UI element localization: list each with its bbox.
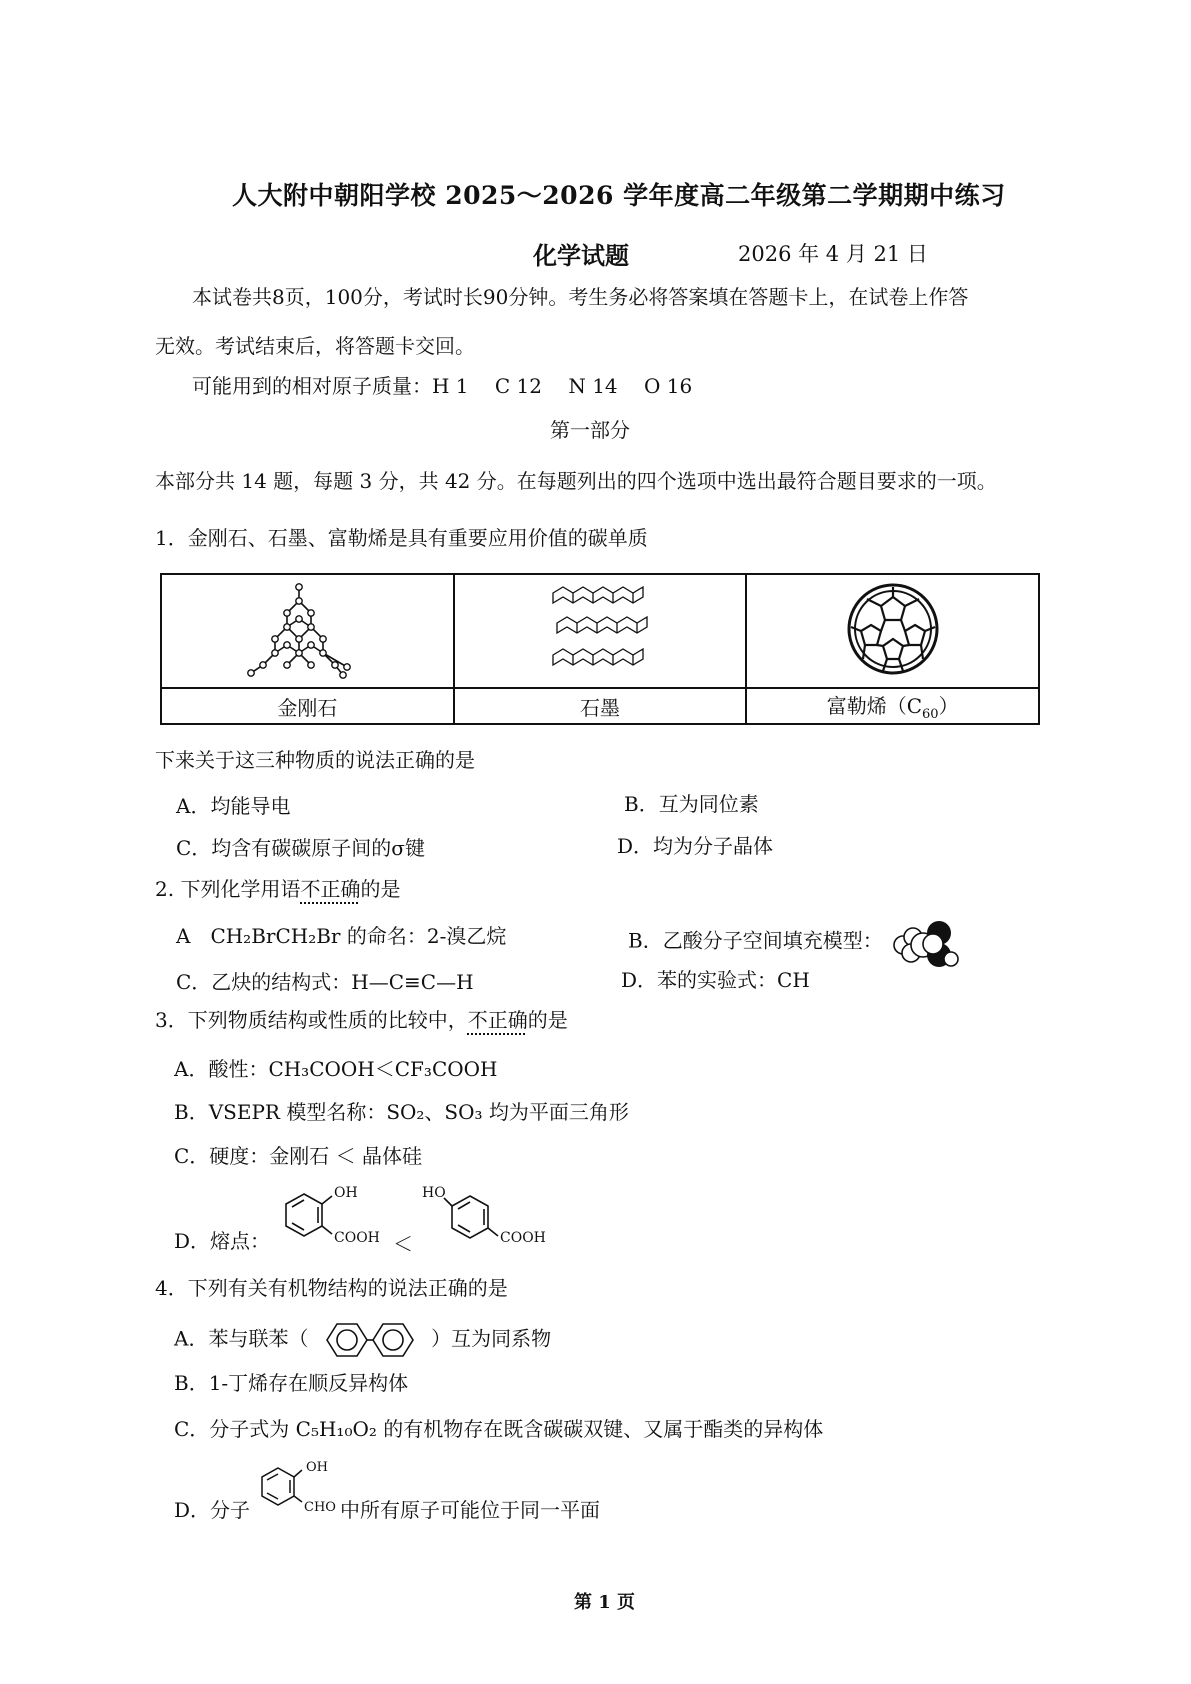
exam-subtitle: 化学试题 <box>533 241 629 270</box>
q4-option-d[interactable] <box>174 1494 250 1523</box>
q2-option-d[interactable]: D．苯的实验式：CH <box>621 968 810 992</box>
q3-stem <box>155 1004 568 1033</box>
diamond-cell <box>161 574 454 688</box>
q1-option-a[interactable]: A．均能导电 <box>176 794 291 818</box>
q3-d-right-cooh: COOH <box>500 1230 546 1246</box>
q1-stem: 1．金刚石、石墨、富勒烯是具有重要应用价值的碳单质 <box>155 526 648 550</box>
q2-stem-c: 的是 <box>360 877 401 901</box>
atomic-mass-line: 可能用到的相对原子质量：H 1 C 12 N 14 O 16 <box>192 374 693 398</box>
q3-stem-c: 的是 <box>527 1008 568 1032</box>
q4-stem: 4．下列有关有机物结构的说法正确的是 <box>155 1276 508 1300</box>
exam-title: 人大附中朝阳学校 2025～2026 学年度高二年级第二学期期中练习 <box>232 181 1006 210</box>
q2-option-c[interactable]: C．乙炔的结构式：H—C≡C—H <box>176 970 474 994</box>
q3-option-b[interactable]: B．VSEPR 模型名称：SO₂、SO₃ 均为平面三角形 <box>174 1100 629 1124</box>
q4-option-d-post: 中所有原子可能位于同一平面 <box>340 1498 600 1522</box>
q2-option-a[interactable]: A CH₂BrCH₂Br 的命名：2-溴乙烷 <box>176 924 507 948</box>
q2-stem-a: 2. 下列化学用语 <box>155 877 301 901</box>
q4-option-a[interactable] <box>174 1318 551 1362</box>
acetic-acid-space-filling-icon <box>889 915 965 969</box>
q4-option-b[interactable]: B．1-丁烯存在顺反异构体 <box>174 1371 409 1395</box>
instructions-line1: 本试卷共8页，100分，考试时长90分钟。考生务必将答案填在答题卡上，在试卷上作答 <box>192 285 969 309</box>
q3-stem-emphasis: 不正确 <box>467 1008 528 1032</box>
fullerene-cell <box>746 574 1039 688</box>
q3-d-less-than: ＜ <box>393 1232 413 1256</box>
fullerene-label-close: ） <box>938 694 959 718</box>
q2-stem-emphasis: 不正确 <box>300 877 361 901</box>
carbon-allotrope-table <box>160 573 1040 725</box>
q4-option-c[interactable]: C．分子式为 C₅H₁₀O₂ 的有机物存在既含碳碳双键、又属于酯类的异构体 <box>174 1417 824 1441</box>
q4-option-d-pre: D．分子 <box>174 1498 251 1522</box>
exam-date: 2026 年 4 月 21 日 <box>738 242 928 266</box>
biphenyl-structure-icon <box>315 1318 425 1362</box>
fullerene-label-text: 富勒烯（C <box>826 694 923 718</box>
q3-option-a[interactable]: A．酸性：CH₃COOH＜CF₃COOH <box>174 1057 498 1081</box>
diamond-label: 金刚石 <box>161 688 454 724</box>
diamond-structure-icon <box>247 579 367 679</box>
fullerene-subscript: 60 <box>922 707 939 722</box>
salicylic-acid-structure-icon <box>278 1182 376 1262</box>
q1-option-d[interactable]: D．均为分子晶体 <box>617 834 774 858</box>
graphite-structure-icon <box>545 579 655 679</box>
page-number: 第 1 页 <box>574 1592 636 1613</box>
part-description: 本部分共 14 题，每题 3 分，共 42 分。在每题列出的四个选项中选出最符合题目要求的一项。 <box>155 469 997 493</box>
graphite-label: 石墨 <box>454 688 747 724</box>
q4-d-oh: OH <box>306 1460 328 1475</box>
q3-option-d[interactable]: D．熔点： <box>174 1229 271 1253</box>
part-heading: 第一部分 <box>550 418 630 442</box>
q4-option-a-pre: A．苯与联苯（ <box>174 1326 309 1351</box>
q3-d-left-oh: OH <box>334 1185 358 1201</box>
fullerene-structure-icon <box>843 579 943 679</box>
q1-prompt: 下来关于这三种物质的说法正确的是 <box>155 748 475 772</box>
q2-option-b[interactable] <box>628 915 965 969</box>
q2-option-b-text: B．乙酸分子空间填充模型： <box>628 928 883 953</box>
q3-stem-a: 3．下列物质结构或性质的比较中， <box>155 1008 468 1032</box>
q1-option-b[interactable]: B．互为同位素 <box>624 792 759 816</box>
fullerene-label <box>746 688 1039 724</box>
q4-d-cho: CHO <box>304 1500 336 1515</box>
graphite-cell <box>454 574 747 688</box>
q3-d-right-ho: HO <box>422 1185 446 1201</box>
instructions-line2: 无效。考试结束后，将答题卡交回。 <box>155 334 475 358</box>
q1-option-c[interactable]: C．均含有碳碳原子间的σ键 <box>176 836 425 860</box>
q3-option-c[interactable]: C．硬度：金刚石 ＜ 晶体硅 <box>174 1144 423 1168</box>
q4-option-a-post: ）互为同系物 <box>431 1326 552 1351</box>
q3-d-left-cooh: COOH <box>334 1230 380 1246</box>
q2-stem <box>155 873 400 902</box>
